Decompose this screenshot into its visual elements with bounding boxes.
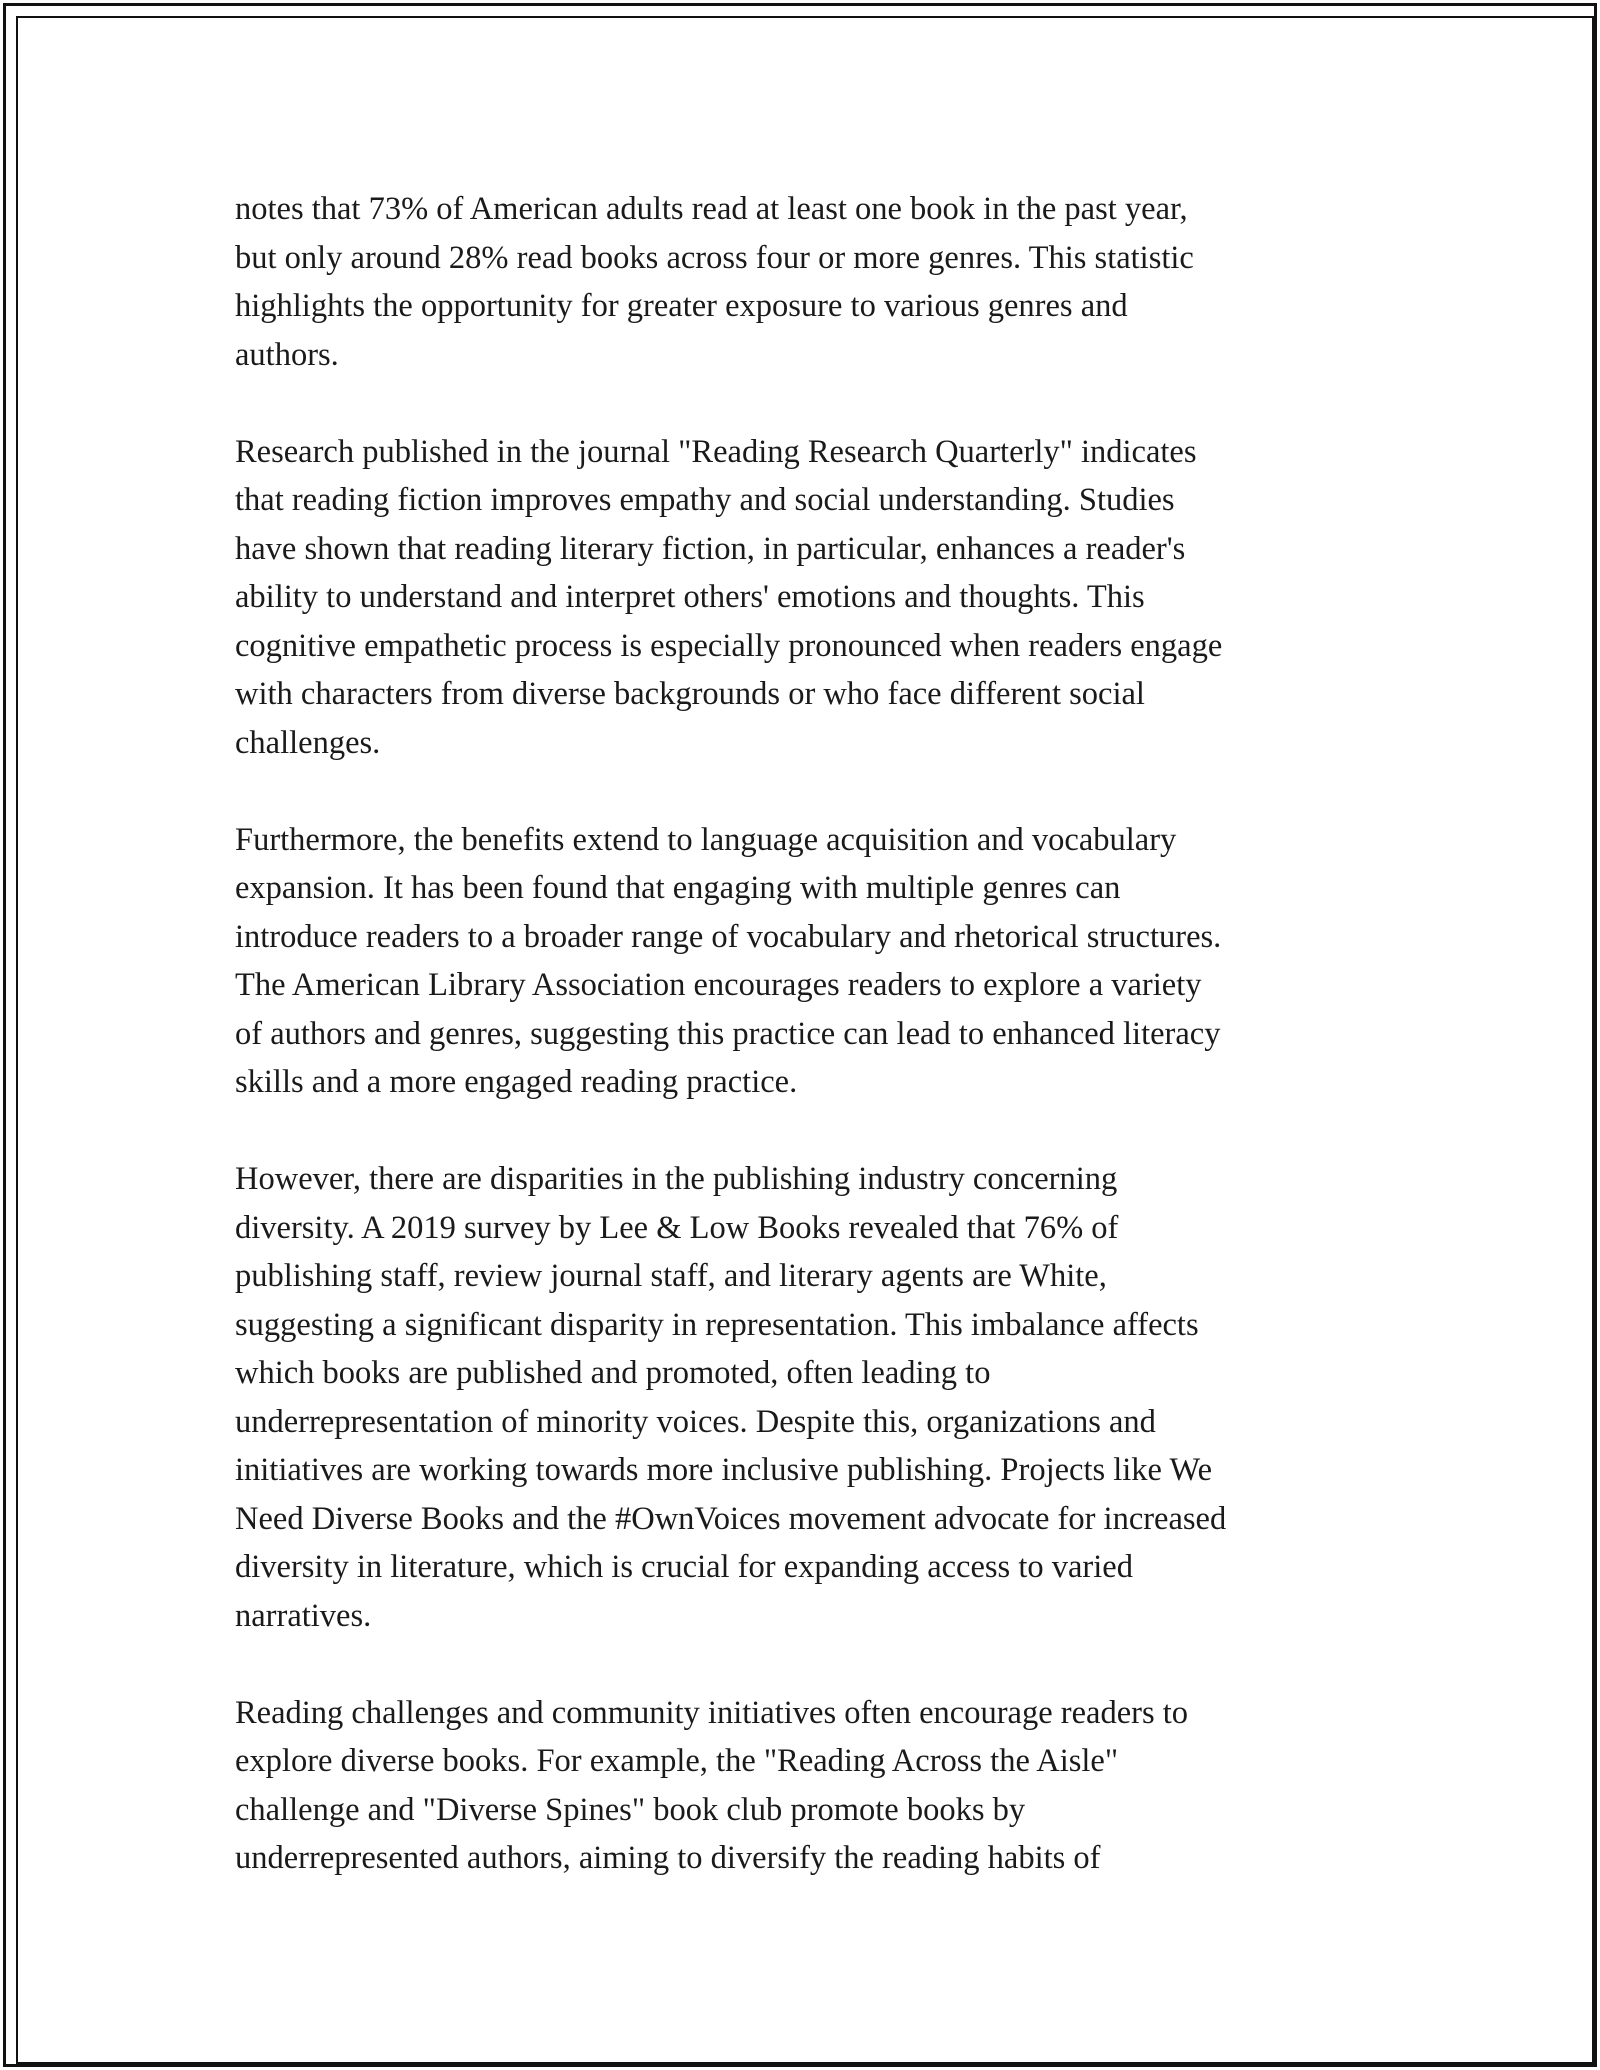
text-line: of authors and genres, suggesting this practice can lead to enhanced literacy xyxy=(235,1015,1221,1052)
text-line: ability to understand and interpret others' emotions and thoughts. This xyxy=(235,579,1145,615)
text-line: challenge and "Diverse Spines" book club promote books by xyxy=(235,1791,1026,1828)
text-line: The American Library Association encourages readers to explore a variety xyxy=(235,967,1202,1003)
text-line: diversity in literature, which is crucial for expanding access to varied xyxy=(235,1549,1133,1585)
paragraph-reading-challenges xyxy=(235,1689,1375,1883)
text-line: authors. xyxy=(235,336,339,373)
text-line: skills and a more engaged reading practice. xyxy=(235,1064,798,1100)
text-line: with characters from diverse backgrounds or who face different social xyxy=(235,676,1145,712)
text-line: Research published in the journal "Reading Research Quarterly" indicates xyxy=(235,433,1197,470)
text-line: highlights the opportunity for greater exposure to various genres and xyxy=(235,288,1128,324)
text-line: that reading fiction improves empathy and social understanding. Studies xyxy=(235,482,1175,518)
document-body xyxy=(235,185,1375,1931)
text-line: introduce readers to a broader range of vocabulary and rhetorical structures. xyxy=(235,918,1222,955)
text-line: cognitive empathetic process is especially pronounced when readers engage xyxy=(235,627,1223,664)
text-line: diversity. A 2019 survey by Lee & Low Books revealed that 76% of xyxy=(235,1209,1119,1246)
paragraph-vocabulary-benefits xyxy=(235,816,1375,1107)
paragraph-empathy-research xyxy=(235,428,1375,768)
text-line: challenges. xyxy=(235,724,381,761)
text-line: suggesting a significant disparity in representation. This imbalance affects xyxy=(235,1306,1199,1343)
text-line: underrepresentation of minority voices. Despite this, organizations and xyxy=(235,1403,1156,1440)
text-line: expansion. It has been found that engaging with multiple genres can xyxy=(235,870,1121,906)
paragraph-reading-statistics xyxy=(235,185,1375,379)
text-line: Need Diverse Books and the #OwnVoices movement advocate for increased xyxy=(235,1500,1227,1537)
paragraph-publishing-disparities xyxy=(235,1155,1375,1640)
text-line: explore diverse books. For example, the "Reading Across the Aisle" xyxy=(235,1743,1119,1779)
text-line: but only around 28% read books across four or more genres. This statistic xyxy=(235,239,1194,276)
text-line: have shown that reading literary fiction, in particular, enhances a reader's xyxy=(235,530,1186,567)
text-line: which books are published and promoted, often leading to xyxy=(235,1355,991,1391)
text-line: However, there are disparities in the publishing industry concerning xyxy=(235,1161,1118,1197)
text-line: publishing staff, review journal staff, and literary agents are White, xyxy=(235,1258,1107,1294)
text-line: Furthermore, the benefits extend to language acquisition and vocabulary xyxy=(235,821,1177,858)
text-line: initiatives are working towards more inclusive publishing. Projects like We xyxy=(235,1452,1213,1488)
text-line: notes that 73% of American adults read at least one book in the past year, xyxy=(235,191,1188,227)
text-line: Reading challenges and community initiatives often encourage readers to xyxy=(235,1694,1189,1731)
text-line: narratives. xyxy=(235,1597,372,1634)
text-line: underrepresented authors, aiming to diversify the reading habits of xyxy=(235,1840,1101,1876)
